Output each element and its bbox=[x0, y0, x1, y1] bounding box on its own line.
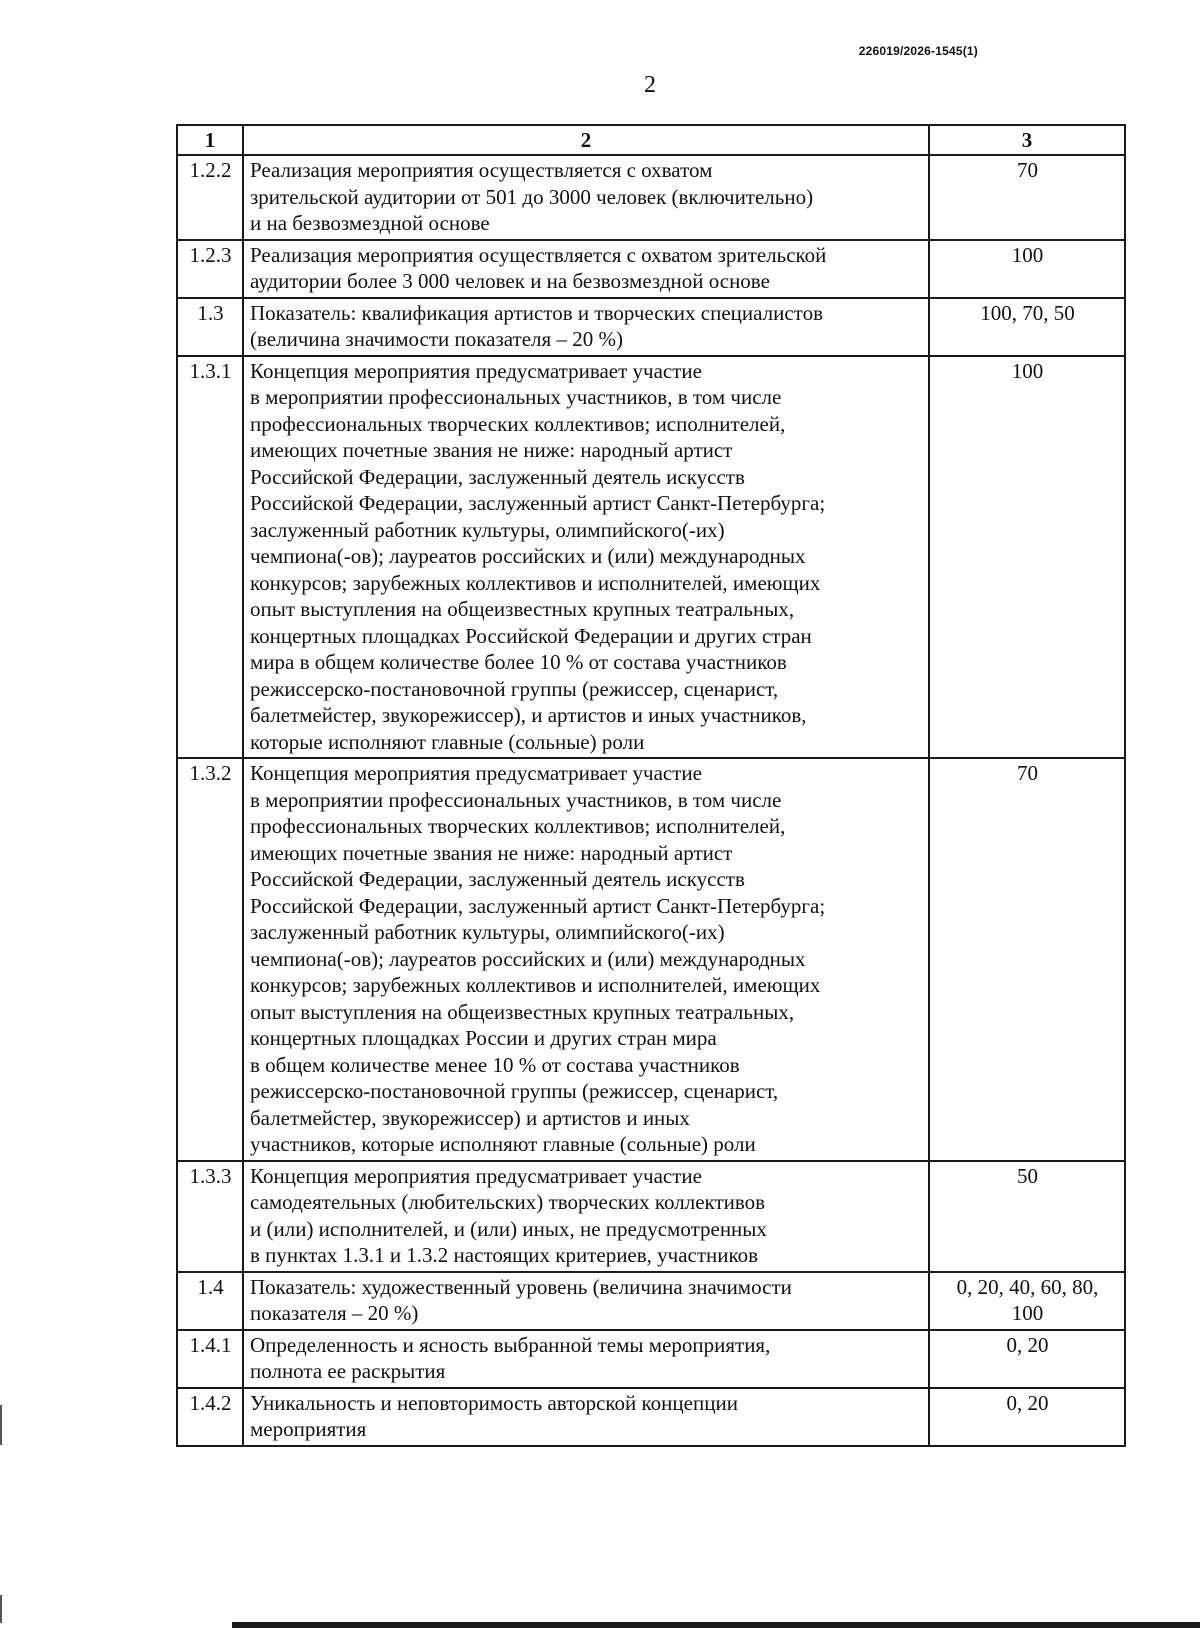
row-number: 1.4.1 bbox=[177, 1330, 243, 1388]
row-number: 1.2.2 bbox=[177, 155, 243, 240]
row-score: 0, 20, 40, 60, 80, 100 bbox=[929, 1272, 1125, 1330]
row-score: 100, 70, 50 bbox=[929, 298, 1125, 356]
left-scan-mark bbox=[0, 1595, 2, 1623]
document-id: 226019/2026-1545(1) bbox=[858, 44, 978, 58]
row-number: 1.3.1 bbox=[177, 356, 243, 759]
table-row bbox=[177, 298, 1125, 356]
row-criterion: Реализация мероприятия осуществляется с охватом зрительской аудитории более 3 000 человек и на безвозмездной основе bbox=[243, 240, 929, 298]
column-header-score: 3 bbox=[929, 125, 1125, 155]
row-criterion: Концепция мероприятия предусматривает участие в мероприятии профессиональных участников, в том числе профессиональных творческих коллективов; исполнителей, имеющих почетные звания не ниже: народный артист Российской Федерации, заслуженный деятель искусств Российской Федерации, заслуженный артист Санкт-Петербурга; заслуженный работник культуры, олимпийского(-их) чемпиона(-ов); лауреатов российских и (или) международных конкурсов; зарубежных коллективов и исполнителей, имеющих опыт выступления на общеизвестных крупных театральных, концертных площадках Российской Федерации и других стран мира в общем количестве более 10 % от состава участников режиссерско-постановочной группы (режиссер, сценарист, балетмейстер, звукорежиссер), и артистов и иных участников, которые исполняют главные (сольные) роли bbox=[243, 356, 929, 759]
table-header-row bbox=[177, 125, 1125, 155]
row-criterion: Показатель: квалификация артистов и творческих специалистов (величина значимости показателя – 20 %) bbox=[243, 298, 929, 356]
row-score: 70 bbox=[929, 758, 1125, 1161]
left-scan-mark bbox=[0, 1405, 2, 1445]
row-number: 1.3 bbox=[177, 298, 243, 356]
table-row bbox=[177, 155, 1125, 240]
row-criterion: Уникальность и неповторимость авторской концепции мероприятия bbox=[243, 1388, 929, 1446]
row-number: 1.3.2 bbox=[177, 758, 243, 1161]
table-row bbox=[177, 1161, 1125, 1272]
table-row bbox=[177, 1272, 1125, 1330]
table-row bbox=[177, 356, 1125, 759]
row-number: 1.3.3 bbox=[177, 1161, 243, 1272]
row-criterion: Реализация мероприятия осуществляется с охватом зрительской аудитории от 501 до 3000 человек (включительно) и на безвозмездной основе bbox=[243, 155, 929, 240]
row-number: 1.4 bbox=[177, 1272, 243, 1330]
column-header-number: 1 bbox=[177, 125, 243, 155]
row-score: 100 bbox=[929, 356, 1125, 759]
row-number: 1.4.2 bbox=[177, 1388, 243, 1446]
table-row bbox=[177, 1330, 1125, 1388]
bottom-scan-edge bbox=[232, 1622, 1200, 1628]
row-criterion: Определенность и ясность выбранной темы мероприятия, полнота ее раскрытия bbox=[243, 1330, 929, 1388]
row-score: 0, 20 bbox=[929, 1330, 1125, 1388]
row-score: 50 bbox=[929, 1161, 1125, 1272]
table-row bbox=[177, 758, 1125, 1161]
row-score: 100 bbox=[929, 240, 1125, 298]
row-criterion: Концепция мероприятия предусматривает участие в мероприятии профессиональных участников, в том числе профессиональных творческих коллективов; исполнителей, имеющих почетные звания не ниже: народный артист Российской Федерации, заслуженный деятель искусств Российской Федерации, заслуженный артист Санкт-Петербурга; заслуженный работник культуры, олимпийского(-их) чемпиона(-ов); лауреатов российских и (или) международных конкурсов; зарубежных коллективов и исполнителей, имеющих опыт выступления на общеизвестных крупных театральных, концертных площадках России и других стран мира в общем количестве менее 10 % от состава участников режиссерско-постановочной группы (режиссер, сценарист, балетмейстер, звукорежиссер) и артистов и иных участников, которые исполняют главные (сольные) роли bbox=[243, 758, 929, 1161]
row-criterion: Показатель: художественный уровень (величина значимости показателя – 20 %) bbox=[243, 1272, 929, 1330]
column-header-criterion: 2 bbox=[243, 125, 929, 155]
row-score: 0, 20 bbox=[929, 1388, 1125, 1446]
criteria-table bbox=[176, 124, 1126, 1447]
row-score: 70 bbox=[929, 155, 1125, 240]
table-row bbox=[177, 240, 1125, 298]
row-criterion: Концепция мероприятия предусматривает участие самодеятельных (любительских) творческих коллективов и (или) исполнителей, и (или) иных, не предусмотренных в пунктах 1.3.1 и 1.3.2 настоящих критериев, участников bbox=[243, 1161, 929, 1272]
row-number: 1.2.3 bbox=[177, 240, 243, 298]
page-number: 2 bbox=[644, 72, 656, 98]
table-row bbox=[177, 1388, 1125, 1446]
